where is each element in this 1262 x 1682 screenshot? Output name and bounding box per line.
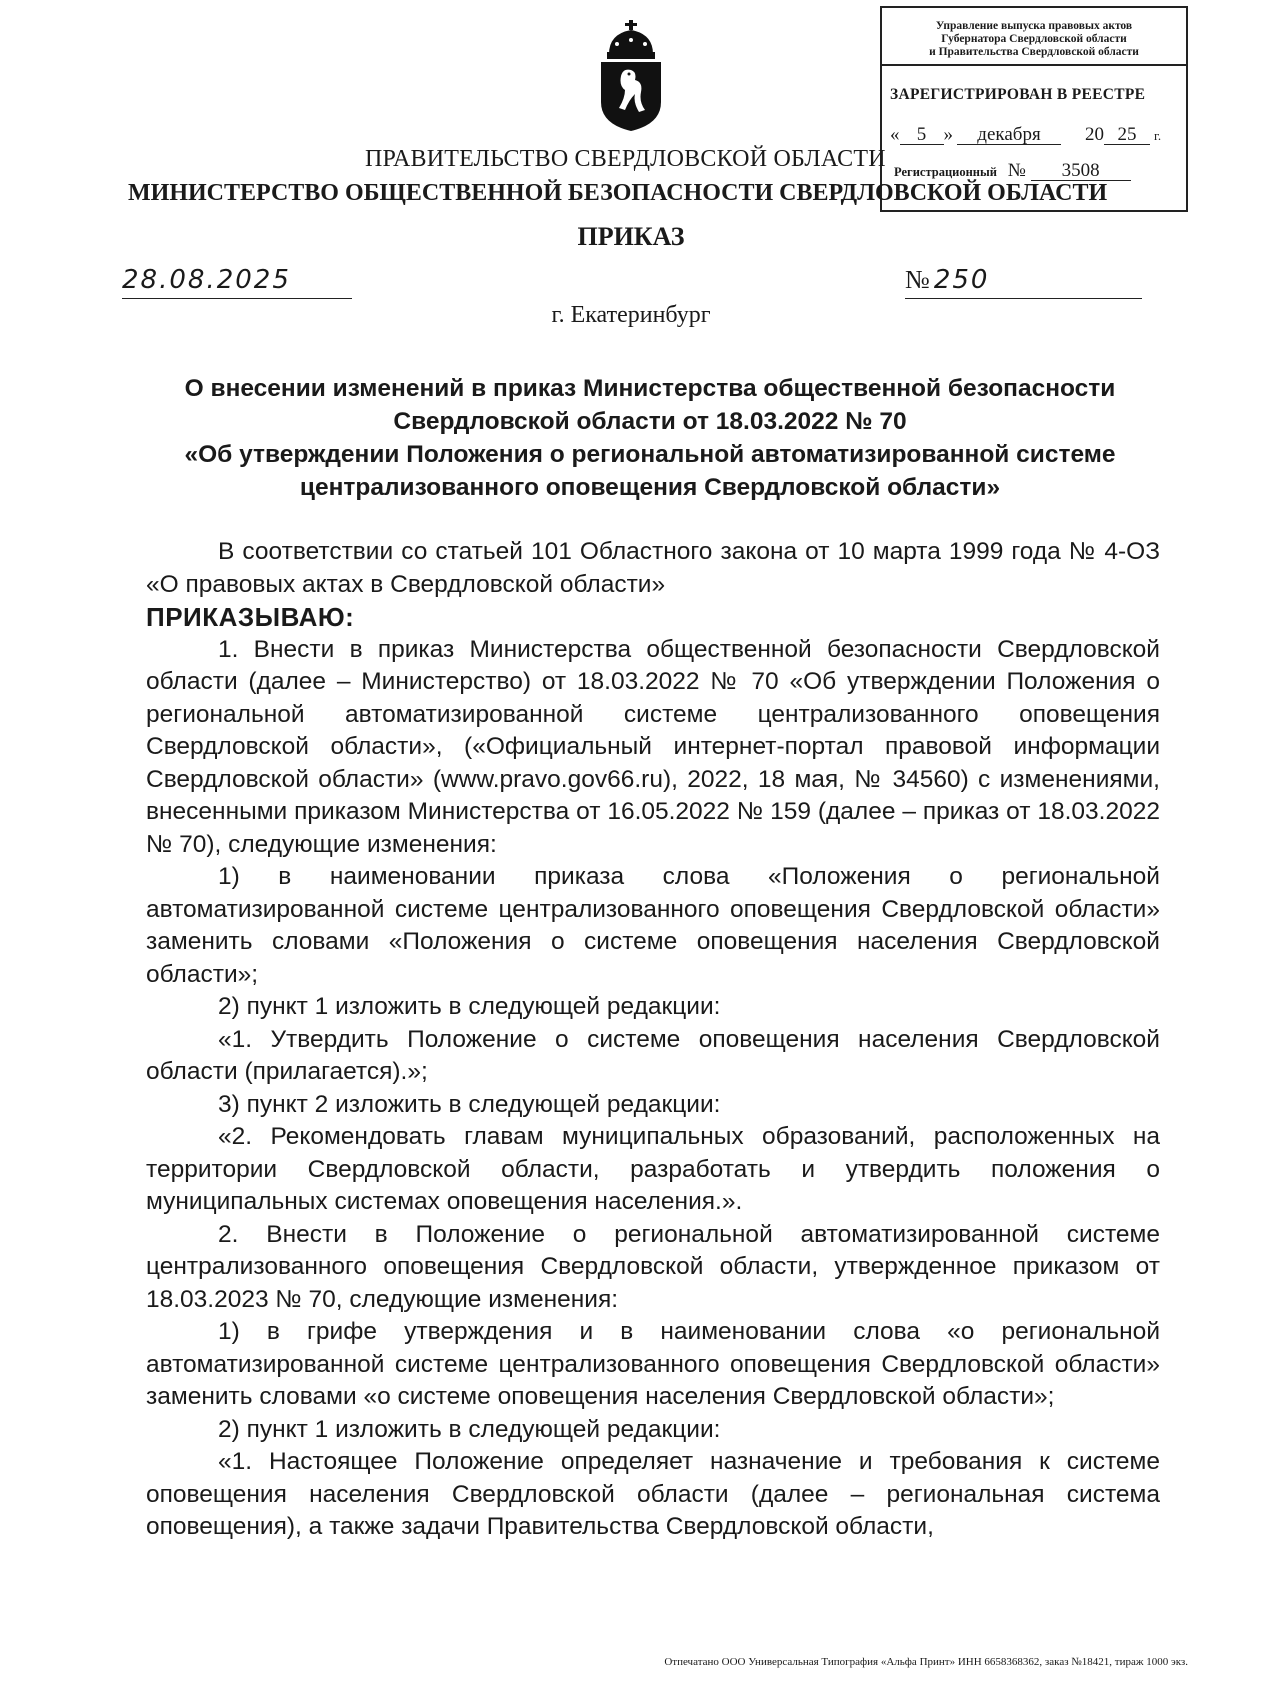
order-heading: ПРИКАЗЫВАЮ: bbox=[146, 602, 355, 632]
document-type: ПРИКАЗ bbox=[577, 222, 685, 251]
stamp-year-mark: г. bbox=[1154, 128, 1162, 143]
stamp-quote-open: « bbox=[890, 124, 900, 145]
body-paragraph: 3) пункт 2 изложить в следующей редакции: bbox=[218, 1090, 721, 1118]
body-paragraph: «1. Утвердить Положение о системе оповещения населения Свердловской области (прилагается).»; bbox=[146, 1025, 1160, 1085]
order-number bbox=[905, 262, 1142, 299]
stamp-office-line: и Правительства Свердловской области bbox=[929, 46, 1139, 58]
stamp-day: 5 bbox=[900, 125, 944, 145]
government-name: ПРАВИТЕЛЬСТВО СВЕРДЛОВСКОЙ ОБЛАСТИ bbox=[365, 146, 886, 172]
coat-of-arms-emblem bbox=[595, 20, 667, 132]
ministry-name: МИНИСТЕРСТВО ОБЩЕСТВЕННОЙ БЕЗОПАСНОСТИ СВЕРДЛОВСКОЙ ОБЛАСТИ bbox=[128, 180, 1108, 206]
title-line: Свердловской области от 18.03.2022 № 70 bbox=[393, 408, 907, 435]
stamp-year-prefix: 20 bbox=[1085, 124, 1104, 145]
body-paragraph: «2. Рекомендовать главам муниципальных образований, расположенных на территории Свердловской области, разработать и утвердить положения о муниципальных системах оповещения населения.». bbox=[146, 1123, 1160, 1215]
title-line: О внесении изменений в приказ Министерства общественной безопасности bbox=[184, 375, 1116, 402]
stamp-office-name bbox=[882, 8, 1186, 66]
body-paragraph: 2) пункт 1 изложить в следующей редакции: bbox=[218, 993, 721, 1020]
title-line: «Об утверждении Положения о региональной автоматизированной системе bbox=[184, 441, 1116, 468]
city: г. Екатеринбург bbox=[551, 302, 711, 328]
body-paragraph: «1. Настоящее Положение определяет назначение и требования к системе оповещения населения Свердловской области (далее – региональная система оповещения), а также задачи Правительства Свердловской области, bbox=[146, 1448, 1160, 1540]
stamp-quote-close: » bbox=[943, 124, 953, 145]
body-paragraph: 1) в грифе утверждения и в наименовании слова «о региональной автоматизированной системе централизованного оповещения Свердловской области» заменить словами «о системе оповещения населения Свердловской области»; bbox=[146, 1318, 1160, 1410]
document-body bbox=[146, 536, 1160, 1544]
printer-footer: Отпечатано ООО Универсальная Типография «Альфа Принт» ИНН 6658368362, заказ №18421, тираж 1000 экз. bbox=[664, 1656, 1188, 1668]
stamp-registration-number bbox=[894, 160, 1186, 182]
stamp-month: декабря bbox=[957, 125, 1061, 145]
stamp-date bbox=[890, 124, 1186, 146]
stamp-reg-label: Регистрационный bbox=[894, 165, 997, 179]
stamp-office-line: Управление выпуска правовых актов bbox=[935, 20, 1133, 32]
stamp-office-line: Губернатора Свердловской области bbox=[941, 33, 1127, 45]
body-paragraph: 2. Внести в Положение о региональной автоматизированной системе централизованного оповещения Свердловской области, утвержденное приказом от 18.03.2023 № 70, следующие изменения: bbox=[146, 1220, 1160, 1313]
title-line: централизованного оповещения Свердловской области» bbox=[299, 474, 1001, 501]
body-paragraph: 1. Внести в приказ Министерства общественной безопасности Свердловской области (далее – Министерство) от 18.03.2022 № 70 «Об утверждении Положения о региональной автоматизированной системе централизованного оповещения Свердловской области», («Официальный интернет-портал правовой информации Свердловской области» (www.pravo.gov66.ru), 2022, 18 мая, № 34560) с изменениями, внесенными приказом Министерства от 16.05.2022 № 159 (далее – приказ от 18.03.2022 № 70), следующие изменения: bbox=[146, 635, 1160, 858]
preamble-paragraph: В соответствии со статьей 101 Областного закона от 10 марта 1999 года № 4-ОЗ «О правовых актах в Свердловской области» bbox=[146, 538, 1160, 598]
stamp-registered-label: ЗАРЕГИСТРИРОВАН В РЕЕСТРЕ bbox=[890, 86, 1146, 103]
order-date-handwritten: 28.08.2025 bbox=[122, 262, 352, 299]
number-label: № bbox=[905, 265, 930, 294]
body-paragraph: 1) в наименовании приказа слова «Положения о региональной автоматизированной системе централизованного оповещения Свердловской области» заменить словами «Положения о системе оповещения населения Свердловской области»; bbox=[146, 863, 1160, 988]
order-number-handwritten: 250 bbox=[933, 265, 990, 295]
order-title bbox=[130, 372, 1170, 504]
stamp-year-suffix: 25 bbox=[1104, 125, 1150, 145]
stamp-reg-number: 3508 bbox=[1031, 161, 1131, 181]
stamp-num-sign: № bbox=[1007, 160, 1026, 181]
body-paragraph: 2) пункт 1 изложить в следующей редакции: bbox=[218, 1415, 721, 1443]
